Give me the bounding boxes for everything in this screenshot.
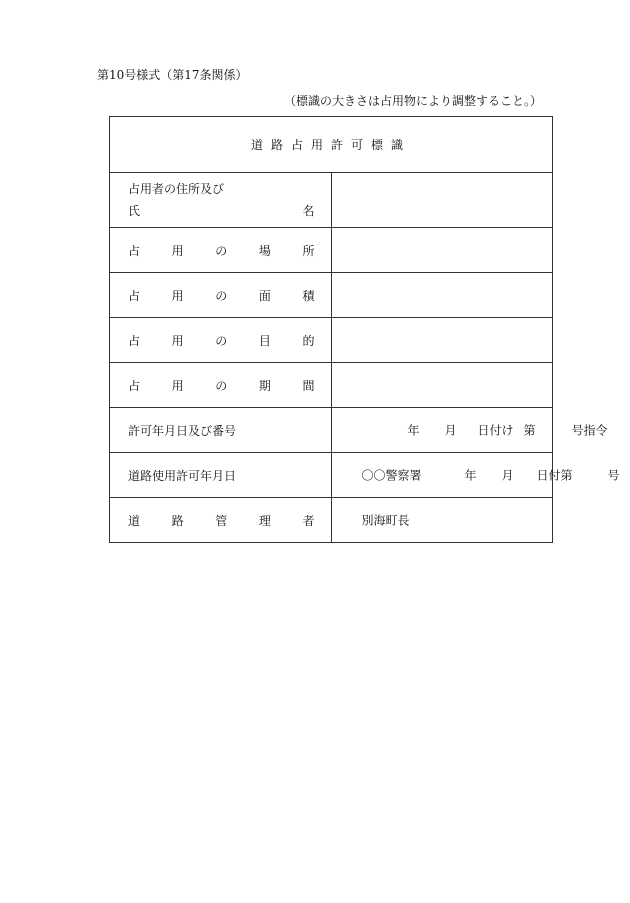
label-purpose	[110, 318, 332, 363]
form-number-label: 第10号様式（第17条関係）	[97, 68, 248, 82]
row-purpose	[110, 318, 553, 363]
label-char: 間	[302, 378, 315, 393]
label-char: の	[215, 243, 228, 258]
label-occupant-address-name	[110, 173, 332, 228]
value-purpose	[331, 318, 553, 363]
label-char: の	[215, 378, 228, 393]
label-location	[110, 228, 332, 273]
value-road-use-permit-date	[331, 453, 620, 498]
label-char: 場	[258, 243, 271, 258]
permit-number-prefix: 第	[523, 423, 536, 438]
label-char: の	[215, 288, 228, 303]
value-road-manager	[331, 498, 553, 543]
value-occupant-address-name	[331, 173, 553, 228]
label-text: 道路使用許可年月日	[128, 468, 237, 483]
value-location	[331, 228, 553, 273]
label-char: 占	[128, 378, 141, 393]
label-char: 所	[302, 243, 315, 258]
permit-number-suffix: 号指令	[571, 423, 608, 438]
value-permit-date-number	[331, 408, 608, 453]
label-char: 占	[128, 333, 141, 348]
row-permit-date-number	[110, 408, 553, 453]
label-line-address: 占用者の住所及び	[128, 182, 225, 196]
label-permit-date-number	[110, 408, 332, 453]
label-char: の	[215, 333, 228, 348]
label-period	[110, 363, 332, 408]
label-char: 占	[128, 243, 141, 258]
label-road-use-permit-date	[110, 453, 332, 498]
label-area	[110, 273, 332, 318]
road-manager-name: 別海町長	[361, 513, 410, 528]
size-adjustment-note: （標識の大きさは占用物により調整すること。）	[284, 94, 543, 108]
sign-title: 道路占用許可標識	[110, 117, 553, 173]
label-char: 用	[171, 243, 184, 258]
label-char: 者	[302, 513, 315, 528]
label-char: 用	[171, 378, 184, 393]
value-area	[331, 273, 553, 318]
label-char: 管	[215, 513, 228, 528]
row-road-use-permit-date	[110, 453, 553, 498]
permit-year-unit: 年	[407, 423, 420, 438]
road-use-number-suffix: 号	[607, 468, 620, 483]
label-char: 名	[302, 204, 315, 218]
label-char: 期	[258, 378, 271, 393]
row-period	[110, 363, 553, 408]
permit-dated-text: 日付け	[477, 423, 514, 438]
police-station-name: 〇〇警察署	[361, 468, 422, 483]
label-char: 占	[128, 288, 141, 303]
value-period	[331, 363, 553, 408]
label-char: 用	[171, 288, 184, 303]
label-char: 用	[171, 333, 184, 348]
label-text: 許可年月日及び番号	[128, 423, 237, 438]
row-occupant-address-name	[110, 173, 553, 228]
label-char: 理	[258, 513, 271, 528]
label-road-manager	[110, 498, 332, 543]
road-use-year-unit: 年	[464, 468, 477, 483]
label-char: 道	[128, 513, 141, 528]
label-char: 的	[302, 333, 315, 348]
road-occupancy-permit-sign	[109, 116, 620, 543]
label-char: 積	[302, 288, 315, 303]
permit-month-unit: 月	[444, 423, 457, 438]
row-road-manager	[110, 498, 553, 543]
label-char: 路	[171, 513, 184, 528]
road-use-month-unit: 月	[501, 468, 514, 483]
row-location	[110, 228, 553, 273]
label-char: 目	[258, 333, 271, 348]
row-area	[110, 273, 553, 318]
road-use-dated-text: 日付第	[536, 468, 573, 483]
label-char: 面	[258, 288, 271, 303]
label-char: 氏	[128, 204, 141, 218]
